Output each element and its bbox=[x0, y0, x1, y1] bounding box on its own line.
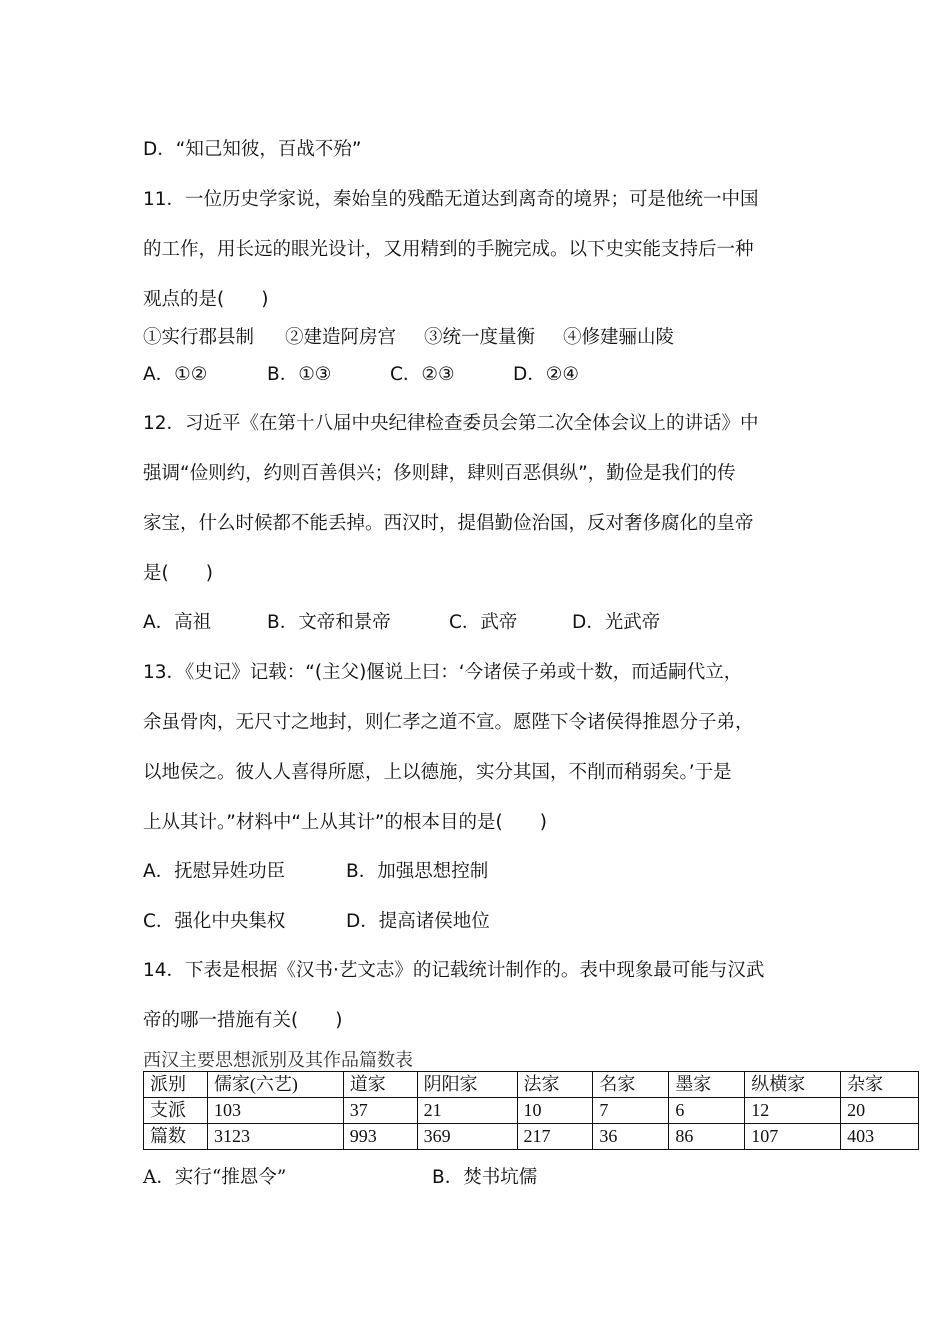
q13-stem-line-4: 上从其计。”材料中“上从其计”的根本目的是( ) bbox=[143, 812, 547, 833]
q11-stem-line-1: 11．一位历史学家说，秦始皇的残酷无道达到离奇的境界；可是他统一中国 bbox=[143, 189, 759, 210]
q11-option-c: C．②③ bbox=[390, 364, 455, 385]
table-cell: 37 bbox=[343, 1098, 417, 1124]
table-header-cell: 阴阳家 bbox=[417, 1072, 517, 1098]
table-header-cell: 儒家(六艺) bbox=[207, 1072, 343, 1098]
q12-stem-line-2: 强调“俭则约，约则百善俱兴；侈则肆，肆则百恶俱纵”，勤俭是我们的传 bbox=[143, 463, 736, 484]
q13-stem-line-3: 以地侯之。彼人人喜得所愿，上以德施，实分其国，不削而稍弱矣。’于是 bbox=[143, 762, 732, 783]
q13-stem-line-2: 余虽骨肉，无尺寸之地封，则仁孝之道不宣。愿陛下令诸侯得推恩分子弟， bbox=[143, 712, 754, 733]
q13-option-a: A．抚慰异姓功臣 bbox=[143, 861, 286, 882]
table-cell: 107 bbox=[745, 1124, 841, 1150]
q11-stem-line-2: 的工作，用长远的眼光设计，又用精到的手腕完成。以下史实能支持后一种 bbox=[143, 239, 754, 260]
table-cell: 103 bbox=[207, 1098, 343, 1124]
q13-options-row-2 bbox=[143, 910, 490, 934]
table-header-cell: 派别 bbox=[144, 1072, 208, 1098]
q11-option-b: B．①③ bbox=[267, 364, 332, 385]
q12-options bbox=[143, 611, 660, 635]
table-cell: 36 bbox=[593, 1124, 669, 1150]
q14-option-b: B．焚书坑儒 bbox=[432, 1167, 538, 1188]
table-cell: 12 bbox=[745, 1098, 841, 1124]
table-cell: 7 bbox=[593, 1098, 669, 1124]
table-cell: 支派 bbox=[144, 1098, 208, 1124]
table-cell: 20 bbox=[841, 1098, 919, 1124]
table-cell: 篇数 bbox=[144, 1124, 208, 1150]
table-cell: 86 bbox=[669, 1124, 745, 1150]
table-cell: 3123 bbox=[207, 1124, 343, 1150]
table-cell: 403 bbox=[841, 1124, 919, 1150]
table-header-cell: 道家 bbox=[343, 1072, 417, 1098]
q13-options-row-1 bbox=[143, 860, 488, 884]
q14-option-a: A．实行“推恩令” bbox=[143, 1167, 287, 1188]
table-cell: 993 bbox=[343, 1124, 417, 1150]
table-header-cell: 杂家 bbox=[841, 1072, 919, 1098]
q12-option-c: C．武帝 bbox=[449, 612, 518, 633]
q12-stem-line-4: 是( ) bbox=[143, 563, 213, 584]
q11-items bbox=[143, 326, 674, 350]
q12-option-d: D．光武帝 bbox=[572, 612, 661, 633]
table-cell: 217 bbox=[517, 1124, 593, 1150]
q11-item-2: ②建造阿房宫 bbox=[285, 327, 397, 348]
q11-item-3: ③统一度量衡 bbox=[424, 327, 536, 348]
q14-stem-line-1: 14．下表是根据《汉书·艺文志》的记载统计制作的。表中现象最可能与汉武 bbox=[143, 960, 765, 981]
schools-table bbox=[143, 1071, 919, 1150]
q11-item-4: ④修建骊山陵 bbox=[563, 327, 675, 348]
table-header-cell: 法家 bbox=[517, 1072, 593, 1098]
q11-option-a: A．①② bbox=[143, 364, 208, 385]
q11-option-d: D．②④ bbox=[513, 364, 579, 385]
q10-option-d: D．“知己知彼，百战不殆” bbox=[143, 139, 362, 160]
q12-stem-line-1: 12．习近平《在第十八届中央纪律检查委员会第二次全体会议上的讲话》中 bbox=[143, 413, 759, 434]
q12-stem-line-3: 家宝，什么时候都不能丢掉。西汉时，提倡勤俭治国，反对奢侈腐化的皇帝 bbox=[143, 513, 754, 534]
table-row bbox=[144, 1124, 919, 1150]
table-header-cell: 名家 bbox=[593, 1072, 669, 1098]
q14-stem-line-2: 帝的哪一措施有关( ) bbox=[143, 1010, 343, 1031]
q11-stem-line-3: 观点的是( ) bbox=[143, 289, 269, 310]
table-cell: 10 bbox=[517, 1098, 593, 1124]
table-cell: 21 bbox=[417, 1098, 517, 1124]
q11-options bbox=[143, 363, 579, 387]
q12-option-b: B．文帝和景帝 bbox=[267, 612, 391, 633]
table-cell: 369 bbox=[417, 1124, 517, 1150]
q12-option-a: A．高祖 bbox=[143, 612, 212, 633]
q13-option-c: C．强化中央集权 bbox=[143, 911, 286, 932]
table-caption: 西汉主要思想派别及其作品篇数表 bbox=[143, 1050, 413, 1070]
q13-option-d: D．提高诸侯地位 bbox=[346, 911, 490, 932]
table-cell: 6 bbox=[669, 1098, 745, 1124]
table-header-row bbox=[144, 1072, 919, 1098]
q14-options bbox=[143, 1166, 537, 1190]
q13-stem-line-1: 13．《史记》记载：“(主父)偃说上曰：‘今诸侯子弟或十数，而适嗣代立， bbox=[143, 662, 743, 683]
table-header-cell: 墨家 bbox=[669, 1072, 745, 1098]
q11-item-1: ①实行郡县制 bbox=[143, 327, 255, 348]
table-row bbox=[144, 1098, 919, 1124]
q13-option-b: B．加强思想控制 bbox=[346, 861, 489, 882]
table-header-cell: 纵横家 bbox=[745, 1072, 841, 1098]
